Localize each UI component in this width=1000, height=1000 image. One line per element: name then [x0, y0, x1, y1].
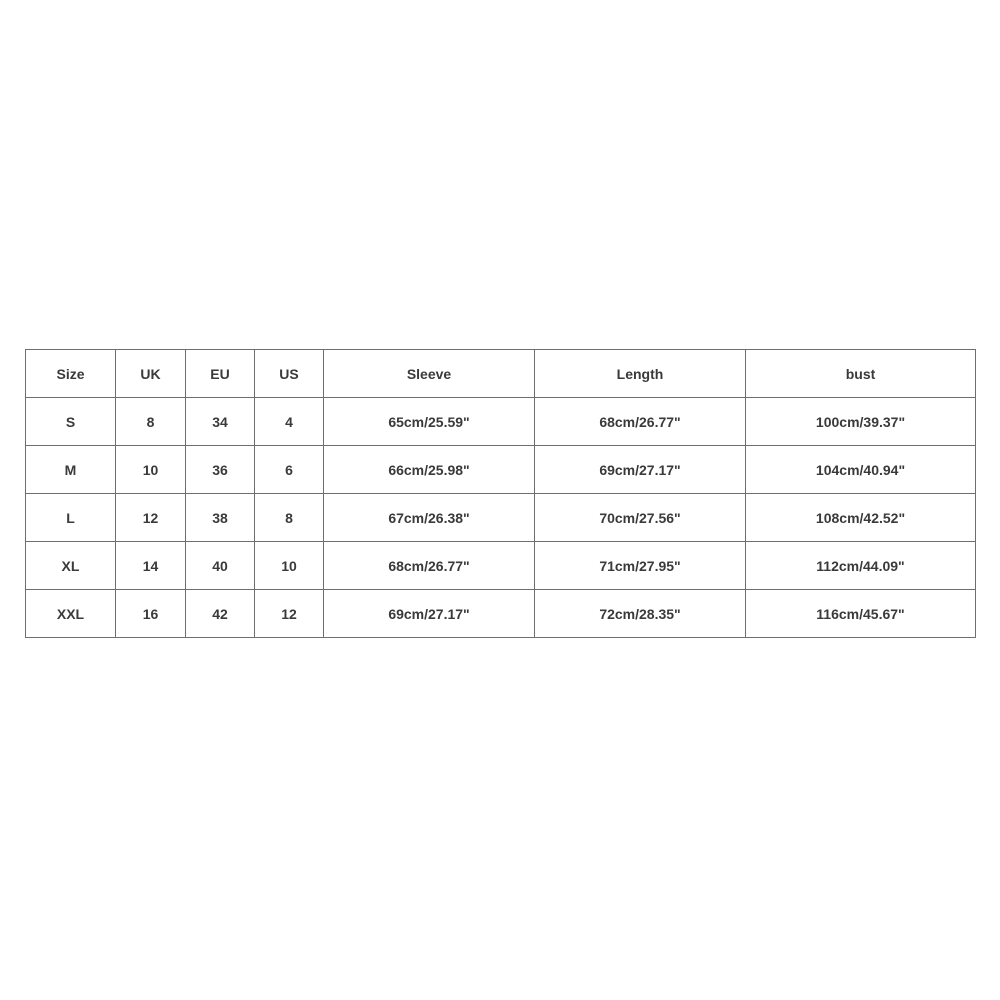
table-row — [26, 590, 976, 638]
cell-length: 72cm/28.35" — [535, 590, 746, 638]
header-sleeve: Sleeve — [324, 350, 535, 398]
cell-size: L — [26, 494, 116, 542]
header-bust: bust — [746, 350, 976, 398]
cell-size: S — [26, 398, 116, 446]
cell-bust: 108cm/42.52" — [746, 494, 976, 542]
cell-length: 70cm/27.56" — [535, 494, 746, 542]
cell-uk: 16 — [116, 590, 186, 638]
cell-length: 69cm/27.17" — [535, 446, 746, 494]
cell-us: 6 — [255, 446, 324, 494]
cell-us: 10 — [255, 542, 324, 590]
cell-uk: 12 — [116, 494, 186, 542]
header-uk: UK — [116, 350, 186, 398]
cell-us: 12 — [255, 590, 324, 638]
header-eu: EU — [186, 350, 255, 398]
cell-us: 4 — [255, 398, 324, 446]
header-us: US — [255, 350, 324, 398]
table-row — [26, 494, 976, 542]
cell-sleeve: 69cm/27.17" — [324, 590, 535, 638]
cell-bust: 100cm/39.37" — [746, 398, 976, 446]
cell-uk: 8 — [116, 398, 186, 446]
header-length: Length — [535, 350, 746, 398]
header-size: Size — [26, 350, 116, 398]
cell-eu: 38 — [186, 494, 255, 542]
cell-bust: 104cm/40.94" — [746, 446, 976, 494]
table-row — [26, 398, 976, 446]
cell-sleeve: 68cm/26.77" — [324, 542, 535, 590]
cell-uk: 14 — [116, 542, 186, 590]
cell-length: 68cm/26.77" — [535, 398, 746, 446]
cell-eu: 36 — [186, 446, 255, 494]
header-row — [26, 350, 976, 398]
cell-size: XXL — [26, 590, 116, 638]
cell-eu: 40 — [186, 542, 255, 590]
cell-bust: 112cm/44.09" — [746, 542, 976, 590]
cell-us: 8 — [255, 494, 324, 542]
cell-sleeve: 66cm/25.98" — [324, 446, 535, 494]
cell-sleeve: 67cm/26.38" — [324, 494, 535, 542]
table-row — [26, 446, 976, 494]
cell-size: M — [26, 446, 116, 494]
cell-eu: 42 — [186, 590, 255, 638]
cell-eu: 34 — [186, 398, 255, 446]
table-row — [26, 542, 976, 590]
cell-length: 71cm/27.95" — [535, 542, 746, 590]
cell-bust: 116cm/45.67" — [746, 590, 976, 638]
size-chart-table — [25, 349, 976, 638]
cell-size: XL — [26, 542, 116, 590]
cell-sleeve: 65cm/25.59" — [324, 398, 535, 446]
cell-uk: 10 — [116, 446, 186, 494]
